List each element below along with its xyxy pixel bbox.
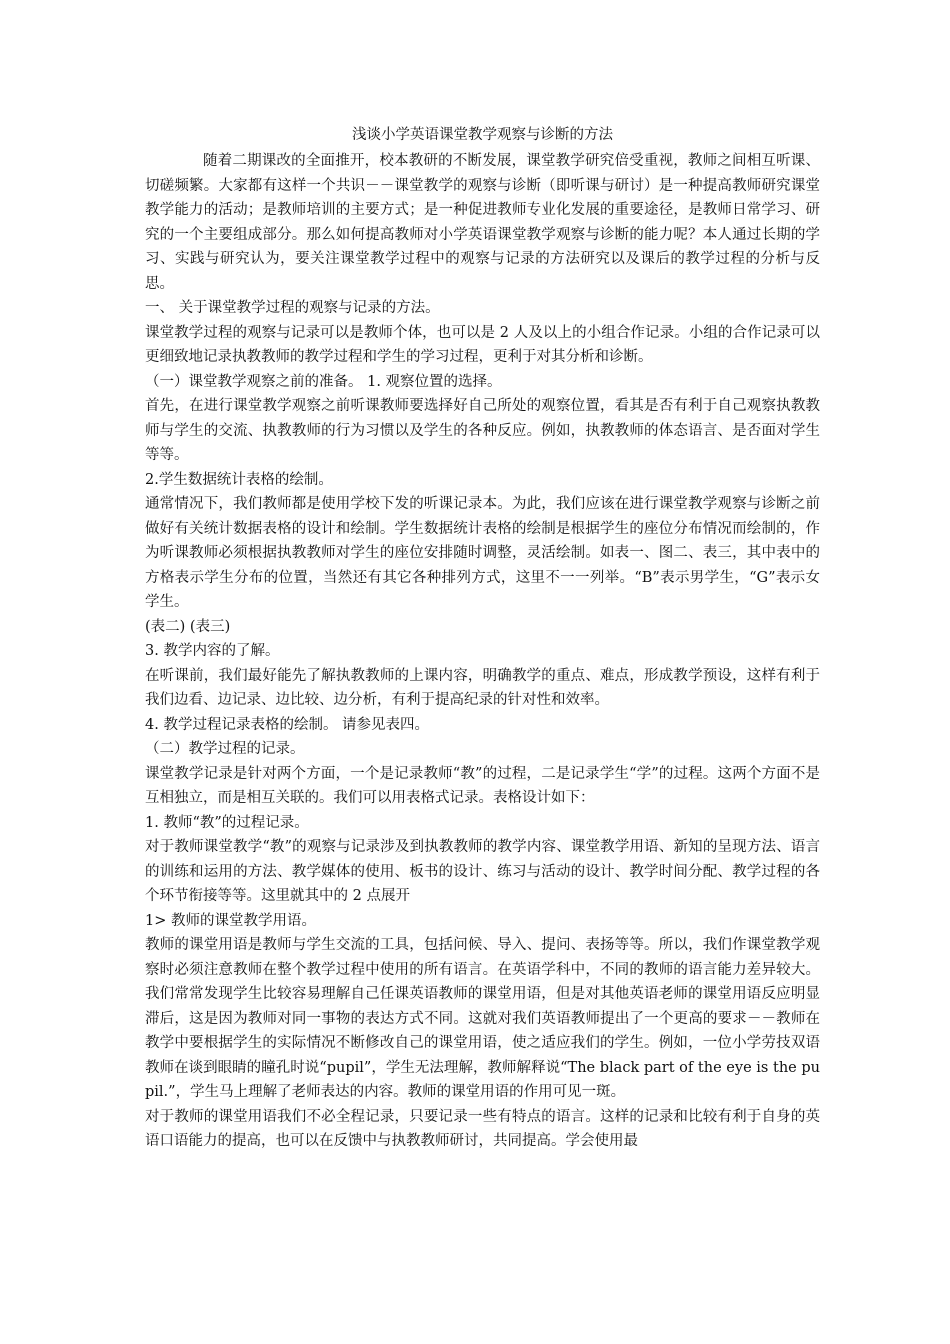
section-heading-1: 一、 关于课堂教学过程的观察与记录的方法。 (145, 300, 440, 316)
body-paragraph: 通常情况下，我们教师都是使用学校下发的听课记录本。为此，我们应该在进行课堂教学观察与诊断之前做好有关统计数据表格的设计和绘制。学生数据统计表格的绘制是根据学生的座位分布情况而绘制的，作为听课教师必须根据执教教师对学生的座位安排随时调整，灵活绘制。如表一、图二、表三，其中表中的方格表示学生分布的位置，当然还有其它各种排列方式，这里不一一列举。“B”表示男学生，“G”表示女学生。 (145, 496, 820, 610)
body-paragraph: 课堂教学记录是针对两个方面，一个是记录教师“教”的过程，二是记录学生“学”的过程。这两个方面不是互相独立，而是相互关联的。我们可以用表格式记录。表格设计如下： (145, 765, 820, 806)
intro-paragraph: 随着二期课改的全面推开，校本教研的不断发展，课堂教学研究倍受重视，教师之间相互听课、切磋频繁。大家都有这样一个共识－－课堂教学的观察与诊断（即听课与研讨）是一种提高教师研究课堂教学能力的活动；是教师培训的主要方式；是一种促进教师专业化发展的重要途径，是教师日常学习、研究的一个主要组成部分。那么如何提高教师对小学英语课堂教学观察与诊断的能力呢？本人通过长期的学习、实践与研究认为，要关注课堂教学过程中的观察与记录的方法研究以及课后的教学过程的分析与反思。 (145, 153, 820, 292)
item-heading-teacher-record: 1. 教师“教”的过程记录。 (145, 814, 309, 831)
body-paragraph: 课堂教学过程的观察与记录可以是教师个体，也可以是 2 人及以上的小组合作记录。小组的合作记录可以更细致地记录执教教师的教学过程和学生的学习过程，更利于对其分析和诊断。 (145, 324, 820, 365)
item-heading-classroom-language: 1> 教师的课堂教学用语。 (145, 912, 316, 929)
subsection-heading-record: （二）教学过程的记录。 (145, 741, 305, 757)
body-paragraph: 首先，在进行课堂教学观察之前听课教师要选择好自己所处的观察位置，看其是否有利于自己观察执教教师与学生的交流、执教教师的行为习惯以及学生的各种反应。例如，执教教师的体态语言、是否面对学生等等。 (145, 398, 820, 463)
body-paragraph: 对于教师课堂教学“教”的观察与记录涉及到执教教师的教学内容、课堂教学用语、新知的呈现方法、语言的训练和运用的方法、教学媒体的使用、板书的设计、练习与活动的设计、教学时间分配、教学过程的各个环节衔接等等。这里就其中的 2 点展开 (145, 839, 820, 904)
body-paragraph: 对于教师的课堂用语我们不必全程记录，只要记录一些有特点的语言。这样的记录和比较有利于自身的英语口语能力的提高，也可以在反馈中与执教教师研讨，共同提高。学会使用最 (145, 1108, 820, 1149)
table-references: (表二) (表三) (145, 618, 231, 635)
document-page (145, 122, 820, 1154)
document-title: 浅谈小学英语课堂教学观察与诊断的方法 (352, 127, 613, 143)
subsection-heading-prep: （一）课堂教学观察之前的准备。 1. 观察位置的选择。 (145, 373, 502, 390)
item-heading-2: 2.学生数据统计表格的绘制。 (145, 471, 333, 488)
body-paragraph: 在听课前，我们最好能先了解执教教师的上课内容，明确教学的重点、难点，形成教学预设，这样有利于我们边看、边记录、边比较、边分析，有利于提高纪录的针对性和效率。 (145, 667, 820, 708)
body-paragraph: 教师的课堂用语是教师与学生交流的工具，包括问候、导入、提问、表扬等等。所以，我们作课堂教学观察时必须注意教师在整个教学过程中使用的所有语言。在英语学科中，不同的教师的语言能力差异较大。我们常常发现学生比较容易理解自己任课英语教师的课堂用语，但是对其他英语老师的课堂用语反应明显滞后，这是因为教师对同一事物的表达方式不同。这就对我们英语教师提出了一个更高的要求－－教师在教学中要根据学生的实际情况不断修改自己的课堂用语，使之适应我们的学生。例如，一位小学劳技双语教师在谈到眼睛的瞳孔时说“pupil”，学生无法理解，教师解释说“The black part of the eye is the pupil.”，学生马上理解了老师表达的内容。教师的课堂用语的作用可见一斑。 (145, 937, 820, 1100)
item-heading-3: 3. 教学内容的了解。 (145, 643, 280, 659)
item-heading-4: 4. 教学过程记录表格的绘制。 请参见表四。 (145, 716, 430, 733)
